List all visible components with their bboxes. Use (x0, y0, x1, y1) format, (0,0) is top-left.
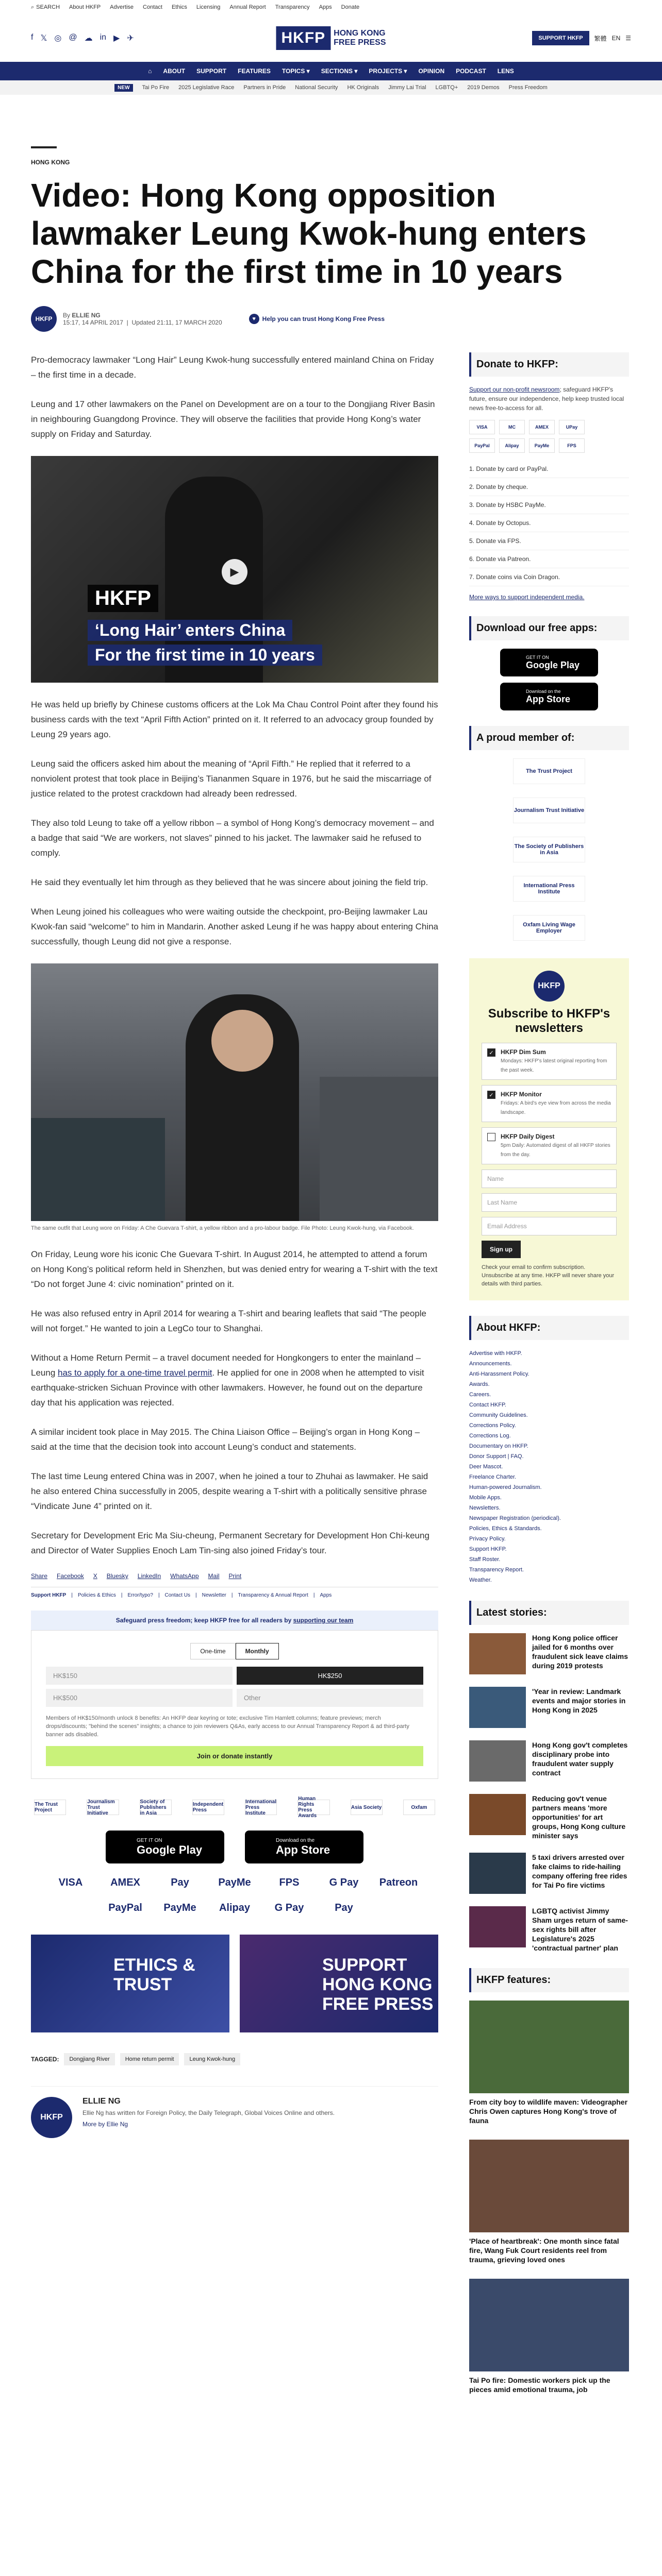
feature-title[interactable]: From city boy to wildlife maven: Videographer Chris Owen captures Hong Kong's trove of fauna (469, 2098, 628, 2125)
feature-image[interactable] (469, 2140, 629, 2232)
google-play-button[interactable] (106, 1831, 224, 1863)
share-bluesky[interactable]: Bluesky (106, 1572, 128, 1580)
story-thumbnail[interactable] (469, 1687, 526, 1728)
store-big-text: Google Play (137, 1843, 203, 1856)
share-whatsapp[interactable]: WhatsApp (170, 1572, 199, 1580)
app-store-buttons (31, 1831, 438, 1863)
site-header (0, 14, 662, 62)
topbar-link-contact[interactable]: Contact (143, 4, 162, 10)
amount-options (46, 1667, 423, 1707)
footer-link[interactable]: Contact Us (164, 1592, 191, 1598)
tag-chip[interactable]: Leung Kwok-hung (184, 2053, 240, 2065)
about-link[interactable]: Donor Support | FAQ. (469, 1453, 524, 1460)
logo-line-2: FREE PRESS (334, 38, 386, 47)
paragraph-text: Without a Home Return Permit – a travel document needed for Hongkongers to enter the mainland – Leung (31, 1353, 421, 1378)
story-thumbnail[interactable] (469, 1740, 526, 1782)
photo-caption: The same outfit that Leung wore on Friday: A Che Guevara T-shirt, a yellow ribbon and a pro-labour badge. File Photo: Leung Kwok-hung, via Facebook. (31, 1225, 414, 1231)
about-link[interactable]: Announcements. (469, 1361, 512, 1367)
category-rule (31, 146, 57, 148)
amount-option[interactable]: HK$500 (46, 1689, 233, 1707)
story-title[interactable]: Hong Kong gov't completes disciplinary probe into fraudulent water supply contract (532, 1741, 628, 1777)
share-bar (31, 1572, 438, 1587)
footer-link[interactable]: Newsletter (202, 1592, 226, 1598)
about-link[interactable]: Advertise with HKFP. (469, 1350, 522, 1357)
partner-logos (31, 1796, 438, 1819)
newsletter-option[interactable] (482, 1085, 617, 1122)
payment-logo[interactable]: PayMe (218, 1877, 251, 1888)
sidebar-google-play[interactable] (500, 649, 598, 676)
paragraph: Leung and 17 other lawmakers on the Panel on Development are on a tour to the Dongjiang River Basin in neighbouring Guangdong Province. They will observe the facilities that provide Hong Kong’s water supply on Friday and Saturday. (31, 399, 435, 439)
top-utility-bar (0, 0, 662, 14)
author-link[interactable]: ELLIE NG (72, 312, 101, 319)
checkbox[interactable] (487, 1133, 495, 1141)
about-link[interactable]: Staff Roster. (469, 1556, 501, 1563)
about-link[interactable]: Community Guidelines. (469, 1412, 528, 1418)
story-title[interactable]: 'Year in review: Landmark events and major stories in Hong Kong in 2025 (532, 1687, 626, 1714)
publish-date: 15:17, 14 APRIL 2017 (63, 319, 123, 326)
paragraph: Leung said the officers asked him about the meaning of “April Fifth.” He replied that it referred to a nonviolent protest that took place in Beijing’s Tiananmen Square in 1976, but he said the miscarriage of justice related to the protest crackdown had already been redressed. (31, 759, 432, 799)
about-link[interactable]: Newspaper Registration (periodical). (469, 1515, 561, 1521)
author-bio: Ellie Ng has written for Foreign Policy, the Daily Telegraph, Global Voices Online and others. (82, 2109, 335, 2116)
story-title[interactable]: Hong Kong police officer jailed for 6 months over fraudulent sick leave claims during 2019 protests (532, 1634, 628, 1670)
video-player[interactable] (31, 456, 438, 683)
footer-link[interactable]: Transparency & Annual Report (238, 1592, 308, 1598)
about-link[interactable]: Awards. (469, 1381, 490, 1387)
donate-intro-link[interactable]: Support our non-profit newsroom (469, 386, 560, 393)
apps-heading: Download our free apps: (469, 616, 629, 640)
paragraph: The last time Leung entered China was in 2007, when he joined a tour to Zhuhai as lawmaker. He said he also entered China successfully in 2005, despite wearing a T-shirt with a politically sensitive phrase “Vindicate June 4” printed on it. (31, 1471, 428, 1511)
topbar-link-advertise[interactable]: Advertise (110, 4, 134, 10)
more-ways-link[interactable]: More ways to support independent media. (469, 594, 585, 601)
paragraph: He was held up briefly by Chinese customs officers at the Lok Ma Chau Control Point after they found his business cards with the text “April Fifth Action” printed on it. It referred to an advocacy group founded by Leung 29 years ago. (31, 700, 438, 739)
share-label: Share (31, 1572, 48, 1580)
nav-item-lens[interactable]: LENS (497, 67, 514, 75)
donate-banner (31, 1611, 438, 1630)
payment-logo[interactable]: PayPal (108, 1902, 142, 1913)
share-x[interactable]: X (93, 1572, 97, 1580)
feature-stories (469, 2001, 629, 2394)
lang-chinese-link[interactable]: 繁體 (594, 35, 607, 42)
newsletter-note: Check your email to confirm subscription. Unsubscribe at any time. HKFP will never share your details with third parties. (482, 1264, 615, 1287)
latest-stories (469, 1633, 629, 1953)
support-promo[interactable]: SUPPORT HONG KONG FREE PRESS (240, 1935, 438, 2032)
paragraph: Secretary for Development Eric Ma Siu-cheung, Permanent Secretary for Development Hon Chi-keung and Director of Water Supplies Enoch Lam Tin-sing also joined Friday’s tour. (31, 1531, 429, 1555)
site-logo[interactable] (276, 26, 386, 50)
member-logo[interactable]: The Trust Project (513, 758, 585, 784)
about-link[interactable]: Support HKFP. (469, 1546, 507, 1552)
new-badge: NEW (114, 84, 133, 92)
member-logo[interactable]: Oxfam Living Wage Employer (513, 915, 585, 941)
donate-method-link[interactable]: 5. Donate via FPS. (469, 532, 629, 550)
trending-bar (0, 80, 662, 95)
donate-method-link[interactable]: 3. Donate by HSBC PayMe. (469, 496, 629, 514)
footer-link[interactable]: Error/typo? (127, 1592, 153, 1598)
partner-logo[interactable]: The Trust Project (34, 1800, 66, 1815)
payment-logo[interactable]: Patreon (379, 1877, 418, 1888)
footer-link[interactable]: Support HKFP (31, 1592, 67, 1598)
author-box-name[interactable]: ELLIE NG (82, 2097, 121, 2106)
promo-banners (31, 1935, 438, 2032)
story-title[interactable]: 5 taxi drivers arrested over fake claims to ride-hailing company offering free rides for Tai Po fire victims (532, 1853, 627, 1889)
trending-link[interactable]: 2019 Demos (467, 84, 500, 91)
about-link[interactable]: Careers. (469, 1392, 491, 1398)
logo-line-1: HONG KONG (334, 29, 386, 38)
heart-icon: ♥ (249, 314, 259, 324)
play-icon[interactable]: ▶ (222, 559, 247, 585)
share-linkedin[interactable]: LinkedIn (137, 1572, 161, 1580)
app-store-button[interactable] (245, 1831, 363, 1863)
byline (31, 306, 631, 332)
nav-item-about[interactable]: ABOUT (163, 67, 186, 75)
nav-item-features[interactable]: FEATURES (238, 67, 271, 75)
last-name-field[interactable]: Last Name (482, 1193, 617, 1212)
trending-link[interactable]: HK Originals (347, 84, 379, 91)
donate-intro (469, 385, 629, 413)
story-item[interactable] (469, 1794, 629, 1840)
partner-logo[interactable]: Asia Society (351, 1800, 383, 1815)
card-logos (469, 420, 629, 453)
donate-methods (469, 460, 629, 586)
feature-item[interactable] (469, 2140, 629, 2264)
amount-option[interactable]: HK$150 (46, 1667, 233, 1685)
about-link[interactable]: Human-powered Journalism. (469, 1484, 542, 1490)
paragraph: On Friday, Leung wore his iconic Che Guevara T-shirt. In August 2014, he attempted to attend a forum on Hong Kong’s political reform held in Shenzhen, but was denied entry for wearing a T-shirt with the text “Do not forget June 4: civic nomination” printed on it. (31, 1249, 438, 1289)
sidebar-app-store[interactable] (500, 683, 598, 710)
member-logos (469, 758, 629, 941)
support-hkfp-button[interactable]: SUPPORT HKFP (532, 31, 589, 45)
telegram-icon[interactable]: ✈ (127, 34, 134, 43)
newsletter-option-desc: Fridays: A bird's eye view from across the media landscape. (501, 1100, 611, 1115)
about-link[interactable]: Corrections Policy. (469, 1422, 516, 1429)
logo-text (334, 29, 386, 47)
social-links (31, 33, 134, 43)
fund-promo-text: Help you can trust Hong Kong Free Press (262, 315, 385, 323)
about-link[interactable]: Transparency Report. (469, 1567, 524, 1573)
newsletter-signup (469, 958, 629, 1300)
story-title[interactable]: LGBTQ activist Jimmy Sham urges return of same-sex rights bill after Legislature's 2025 'contractual partner' plan (532, 1907, 628, 1952)
bluesky-icon[interactable]: ☁ (84, 34, 93, 43)
article-photo (31, 963, 438, 1221)
by-label: By (63, 312, 71, 319)
story-item[interactable] (469, 1687, 629, 1728)
footer-link[interactable]: Policies & Ethics (77, 1592, 116, 1598)
donate-method-link[interactable]: 1. Donate by card or PayPal. (469, 460, 629, 478)
article-body (31, 352, 438, 2409)
photo-subject-head (211, 1010, 273, 1072)
donate-intro-text: ; safeguard HKFP's future, ensure our independence, help keep trusted local news free-to-access for all. (469, 386, 624, 412)
feature-item[interactable] (469, 2279, 629, 2394)
photo-bg-right (320, 1077, 438, 1221)
payment-logo[interactable]: G Pay (329, 1877, 359, 1888)
youtube-icon[interactable]: ▶ (113, 34, 120, 43)
article-footer-links: Support HKFP | Policies & Ethics | Error/typo? | Contact Us | Newsletter | Transparency & Annual Report | Apps (31, 1592, 332, 1598)
checkbox-checked[interactable]: ✓ (487, 1048, 495, 1057)
about-link[interactable]: Deer Mascot. (469, 1464, 503, 1470)
latest-heading: Latest stories: (469, 1601, 629, 1625)
partner-logo[interactable]: Oxfam (403, 1800, 435, 1815)
nav-item-support[interactable]: SUPPORT (196, 67, 227, 75)
store-big-text: App Store (526, 693, 571, 704)
paragraph: When Leung joined his colleagues who were waiting outside the checkpoint, pro-Beijing lawmaker Lau Kwok-fan said “welcome” to him in Mandarin. Another asked Leung if he was happy about entering China successfully, though Leung did not give a response. (31, 907, 439, 946)
store-small-text: GET IT ON (526, 654, 549, 660)
newsletter-option-desc: Mondays: HKFP's latest original reporting from the past week. (501, 1058, 607, 1073)
nav-item-topics[interactable]: TOPICS ▾ (282, 67, 310, 75)
feature-image[interactable] (469, 2279, 629, 2371)
story-item[interactable] (469, 1740, 629, 1782)
article-title: Video: Hong Kong opposition lawmaker Leung Kwok-hung enters China for the first time in 10 years (31, 177, 587, 290)
paragraph: He said they eventually let him through as they believed that he was sincere about joining the field trip. (31, 877, 428, 887)
newsletter-option-name: HKFP Monitor (501, 1091, 542, 1098)
payment-logo[interactable]: Pay (335, 1902, 353, 1913)
donate-method-link[interactable]: 7. Donate coins via Coin Dragon. (469, 568, 629, 586)
home-icon[interactable]: ⌂ (148, 67, 152, 75)
story-thumbnail[interactable] (469, 1633, 526, 1674)
card-logo: Alipay (499, 438, 525, 453)
partner-logo[interactable]: Society of Publishers in Asia (140, 1800, 172, 1815)
instagram-icon[interactable]: ◎ (54, 34, 62, 43)
trending-link[interactable]: Jimmy Lai Trial (388, 84, 426, 91)
member-heading: A proud member of: (469, 726, 629, 750)
paragraph: A similar incident took place in May 2015. The China Liaison Office – Beijing’s organ in Hong Kong – said at the time that the decision took into account Leung’s conduct and statements. (31, 1427, 420, 1452)
donate-heading: Donate to HKFP: (469, 352, 629, 377)
payment-logo[interactable]: AMEX (110, 1877, 140, 1888)
topbar-link-ethics[interactable]: Ethics (171, 4, 187, 10)
about-link[interactable]: Privacy Policy. (469, 1536, 506, 1542)
trending-link[interactable]: National Security (295, 84, 338, 91)
search-icon: ⌕ (31, 4, 35, 10)
store-small-text: GET IT ON (137, 1837, 162, 1843)
store-small-text: Download on the (526, 688, 561, 694)
email-field[interactable]: Email Address (482, 1217, 617, 1235)
newsletter-option-name: HKFP Daily Digest (501, 1133, 555, 1140)
about-link[interactable]: Contact HKFP. (469, 1402, 506, 1408)
partner-logo[interactable]: Journalism Trust Initiative (87, 1800, 119, 1815)
donate-banner-link[interactable]: supporting our team (293, 1617, 354, 1624)
story-item[interactable] (469, 1633, 629, 1674)
search-button[interactable]: ⌕ SEARCH (31, 4, 60, 10)
ethics-promo[interactable]: ETHICS & TRUST (31, 1935, 229, 2032)
one-time-tab[interactable]: One-time (190, 1643, 235, 1659)
article-tags (31, 2053, 438, 2065)
author-avatar[interactable]: HKFP (31, 306, 57, 332)
tag-chip[interactable]: Home return permit (120, 2053, 179, 2065)
store-small-text: Download on the (276, 1837, 315, 1843)
paragraph: He was also refused entry in April 2014 for wearing a T-shirt and bearing leaflets that said “The people will not forget.” He wanted to join a LegCo tour to Shanghai. (31, 1309, 427, 1333)
donate-method-link[interactable]: 4. Donate by Octopus. (469, 514, 629, 532)
member-perks: Members of HK$150/month unlock 8 benefits: An HKFP dear keyring or tote; exclusive Tim Hamlett columns; feature previews; merch drops/discounts; "behind the scenes" insights; a chance to join reviewers Q&As, early access to our Annual Transparency Report & ad third-party banner ads disabled. (46, 1715, 409, 1738)
feature-image[interactable] (469, 2001, 629, 2093)
updated-date: Updated 21:11, 17 MARCH 2020 (131, 319, 222, 326)
page-wrapper (31, 146, 631, 2409)
about-link[interactable]: Anti-Harassment Policy. (469, 1371, 529, 1377)
amount-option-other[interactable]: Other (237, 1689, 423, 1707)
checkbox-checked[interactable]: ✓ (487, 1091, 495, 1099)
share-print[interactable]: Print (228, 1572, 242, 1580)
trending-link[interactable]: Partners in Pride (243, 84, 286, 91)
store-big-text: App Store (276, 1843, 330, 1856)
payment-logo[interactable]: FPS (279, 1877, 300, 1888)
donate-method-link[interactable]: 6. Donate via Patreon. (469, 550, 629, 568)
trending-link[interactable]: 2025 Legislative Race (178, 84, 235, 91)
card-logo: VISA (469, 420, 495, 434)
header-actions (532, 31, 631, 45)
share-mail[interactable]: Mail (208, 1572, 220, 1580)
tag-chip[interactable]: Dongjiang River (64, 2053, 114, 2065)
signup-button[interactable]: Sign up (482, 1241, 521, 1258)
card-logo: FPS (559, 438, 585, 453)
about-link[interactable]: Corrections Log. (469, 1433, 511, 1439)
trending-link[interactable]: Press Freedom (508, 84, 548, 91)
tags-label: TAGGED: (31, 2056, 59, 2063)
features-heading: HKFP features: (469, 1968, 629, 1992)
name-field[interactable]: Name (482, 1170, 617, 1188)
topbar-link-apps[interactable]: Apps (319, 4, 332, 10)
about-link[interactable]: Policies, Ethics & Standards. (469, 1526, 542, 1532)
join-donate-button[interactable]: Join or donate instantly (46, 1746, 423, 1766)
content-columns (31, 352, 631, 2409)
card-logo: AMEX (529, 420, 555, 434)
card-logo: MC (499, 420, 525, 434)
logo-mark: HKFP (276, 26, 330, 50)
topbar-link-annual-report[interactable]: Annual Report (229, 4, 266, 10)
permit-link[interactable]: has to apply for a one-time travel permit (58, 1368, 212, 1378)
lang-english-link[interactable]: EN (611, 35, 621, 42)
payment-logo[interactable]: Pay (171, 1877, 189, 1888)
facebook-icon[interactable]: f (31, 33, 34, 42)
main-nav (0, 62, 662, 80)
paragraph: They also told Leung to take off a yellow ribbon – a symbol of Hong Kong’s democracy movement – and a badge that said “We are workers, not slaves” pinned to his jacket. The lawmaker said he refused to comply. (31, 818, 434, 858)
story-thumbnail[interactable] (469, 1853, 526, 1894)
menu-icon[interactable]: ☰ (625, 35, 631, 42)
newsletter-option-name: HKFP Dim Sum (501, 1048, 546, 1056)
card-logo: UPay (559, 420, 585, 434)
story-item[interactable] (469, 1853, 629, 1894)
about-links (469, 1348, 629, 1585)
feature-title[interactable]: 'Place of heartbreak': One month since fatal fire, Wang Fuk Court residents reel from trauma, grieving loved ones (469, 2237, 619, 2264)
amount-option-selected[interactable]: HK$250 (237, 1667, 423, 1685)
payment-logo[interactable]: Alipay (219, 1902, 251, 1913)
donate-method-link[interactable]: 2. Donate by cheque. (469, 478, 629, 496)
x-icon[interactable]: 𝕏 (40, 34, 47, 43)
newsletter-option[interactable] (482, 1127, 617, 1164)
about-link[interactable]: Weather. (469, 1577, 492, 1583)
partner-logo[interactable]: Human Rights Press Awards (297, 1800, 329, 1815)
threads-icon[interactable]: @ (69, 33, 77, 42)
story-title[interactable]: Reducing gov't venue partners means 'more opportunities' for art groups, Hong Kong culture minister says (532, 1794, 626, 1840)
nav-item-opinion[interactable]: OPINION (418, 67, 445, 75)
topbar-link-about[interactable]: About HKFP (69, 4, 101, 10)
payment-methods (31, 1877, 438, 1914)
nav-item-sections[interactable]: SECTIONS ▾ (321, 67, 358, 75)
video-brand: HKFP (88, 585, 158, 612)
payment-logo[interactable]: G Pay (274, 1902, 304, 1913)
story-item[interactable] (469, 1906, 629, 1953)
newsletter-title: Subscribe to HKFP's newsletters (488, 1007, 610, 1035)
topbar-link-donate[interactable]: Donate (341, 4, 360, 10)
feature-title[interactable]: Tai Po fire: Domestic workers pick up the pieces amid emotional trauma, job (469, 2376, 610, 2394)
donate-banner-text: Safeguard press freedom; keep HKFP free for all readers by (115, 1617, 293, 1624)
about-heading: About HKFP: (469, 1316, 629, 1340)
story-thumbnail[interactable] (469, 1906, 526, 1947)
author-box-avatar[interactable]: HKFP (31, 2097, 72, 2138)
about-link[interactable]: Documentary on HKFP. (469, 1443, 528, 1449)
newsletter-option[interactable] (482, 1043, 617, 1080)
partner-logo[interactable]: International Press Institute (245, 1799, 277, 1816)
about-link[interactable]: Mobile Apps. (469, 1495, 502, 1501)
member-logo[interactable]: International Press Institute (513, 876, 585, 902)
topbar-link-licensing[interactable]: Licensing (196, 4, 221, 10)
video-caption-1: ‘Long Hair’ enters China (88, 620, 292, 641)
story-thumbnail[interactable] (469, 1794, 526, 1835)
linkedin-icon[interactable]: in (100, 33, 107, 42)
partner-logo[interactable]: Independent Press (192, 1800, 224, 1815)
trending-link[interactable]: LGBTQ+ (435, 84, 458, 91)
frequency-toggle (46, 1643, 423, 1659)
member-logo[interactable]: Journalism Trust Initiative (513, 798, 585, 823)
member-logo[interactable]: The Society of Publishers in Asia (513, 837, 585, 862)
about-link[interactable]: Newsletters. (469, 1505, 501, 1511)
fund-promo-link[interactable] (249, 314, 385, 324)
byline-text: By ELLIE NG 15:17, 14 APRIL 2017 | Updated 21:11, 17 MARCH 2020 (63, 312, 222, 326)
photo-bg-left (31, 1118, 165, 1221)
nav-item-projects[interactable]: PROJECTS ▾ (369, 67, 407, 75)
feature-item[interactable] (469, 2001, 629, 2125)
author-box (31, 2086, 438, 2138)
sidebar (469, 352, 629, 2409)
paragraph: Pro-democracy lawmaker “Long Hair” Leung Kwok-hung successfully entered mainland China on Friday – the first time in a decade. (31, 355, 434, 380)
topbar-link-transparency[interactable]: Transparency (275, 4, 310, 10)
newsletter-logo: HKFP (534, 971, 565, 1002)
payment-logo[interactable]: PayMe (163, 1902, 196, 1913)
more-by-author-link[interactable]: More by Ellie Ng (82, 2121, 128, 2128)
paragraph-text: . He applied for one in 2008 when he attempted to visit earthquake-stricken Sichuan Province with other lawmakers. However, he found out on the departure day that his application was rejected. (31, 1368, 424, 1408)
nav-item-podcast[interactable]: PODCAST (456, 67, 486, 75)
card-logo: PayMe (529, 438, 555, 453)
article-category[interactable]: HONG KONG (31, 159, 70, 166)
card-logo: PayPal (469, 438, 495, 453)
about-link[interactable]: Freelance Charter. (469, 1474, 517, 1480)
paragraph (31, 1350, 438, 1410)
payment-logo[interactable]: VISA (58, 1877, 83, 1888)
newsletter-option-desc: 5pm Daily: Automated digest of all HKFP stories from the day. (501, 1143, 610, 1158)
share-facebook[interactable]: Facebook (57, 1572, 84, 1580)
donate-widget (31, 1630, 438, 1779)
trending-link[interactable]: Tai Po Fire (142, 84, 170, 91)
video-caption-2: For the first time in 10 years (88, 645, 322, 666)
store-big-text: Google Play (526, 659, 580, 670)
monthly-tab[interactable]: Monthly (236, 1643, 279, 1659)
footer-link[interactable]: Apps (320, 1592, 332, 1598)
